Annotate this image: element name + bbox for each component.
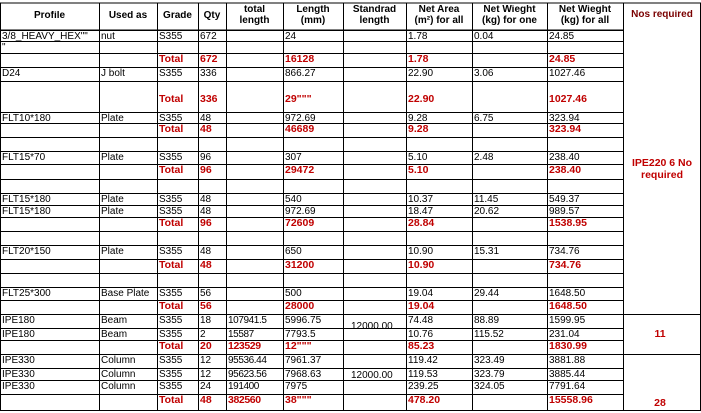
qty-cell: 48 xyxy=(200,113,212,124)
area-cell: 119.42 xyxy=(408,355,438,366)
header-length-line-1: Length xyxy=(296,5,330,15)
total-w-all-cell: 238.40 xyxy=(549,165,582,176)
header-qty: Qty xyxy=(203,11,221,21)
total-qty-cell: 336 xyxy=(200,94,218,105)
total-area-cell: 19.04 xyxy=(408,301,435,312)
grade-cell: S355 xyxy=(159,288,183,299)
grade-cell: S355 xyxy=(159,113,183,124)
w-one-cell: 6.75 xyxy=(474,113,494,124)
profile-cell: FLT10*180 xyxy=(2,113,51,124)
profile-cell: FLT15*70 xyxy=(2,152,46,163)
header-total-length xyxy=(226,5,283,26)
header-nos-required: Nos required xyxy=(631,10,693,20)
area-cell: 239.25 xyxy=(408,381,439,392)
qty-cell: 12 xyxy=(200,369,212,380)
profile-cell: FLT15*180 xyxy=(2,206,51,217)
side-note-ipe220: IPE220 6 No required xyxy=(631,157,693,181)
used-as-cell: Plate xyxy=(101,206,124,217)
total-length-cell: 46689 xyxy=(285,124,315,135)
total-qty-cell: 48 xyxy=(200,395,212,406)
qty-cell: 18 xyxy=(200,315,212,326)
total-area-cell: 85.23 xyxy=(408,341,435,352)
length-cell: 7793.5 xyxy=(285,329,316,340)
area-cell: 10.37 xyxy=(408,194,434,205)
area-cell: 5.10 xyxy=(408,152,428,163)
used-as-cell: Beam xyxy=(101,315,128,326)
grade-cell: S355 xyxy=(159,31,183,42)
total-length-cell: 29""" xyxy=(285,94,312,105)
w-all-cell: 238.40 xyxy=(549,152,580,163)
w-one-cell: 88.89 xyxy=(474,315,500,326)
total-total-length-cell: 382560 xyxy=(228,395,261,406)
length-cell: 7975 xyxy=(285,381,308,392)
total-qty-cell: 96 xyxy=(200,165,212,176)
header-net-weight-one-line-1: Net Wieght xyxy=(483,5,536,15)
total-label: Total xyxy=(159,124,184,135)
w-all-cell: 549.37 xyxy=(549,194,580,205)
grade-cell: S355 xyxy=(159,329,183,340)
w-all-cell: 734.76 xyxy=(549,246,580,257)
length-cell: 5996.75 xyxy=(285,315,322,326)
standard-length-ipe330: 12000.00 xyxy=(351,370,393,381)
area-cell: 1.78 xyxy=(408,31,428,42)
length-cell: 866.27 xyxy=(285,68,316,79)
total-area-cell: 10.90 xyxy=(408,260,435,271)
header-net-area-line-2: (m²) for all xyxy=(414,14,464,26)
header-length xyxy=(283,5,343,26)
total-length-cell: 12""" xyxy=(285,341,312,352)
total-length-cell: 29472 xyxy=(285,165,315,176)
total-label: Total xyxy=(159,218,184,229)
qty-cell: 48 xyxy=(200,246,212,257)
total-total-length-cell: 123529 xyxy=(228,341,261,352)
w-one-cell: 15.31 xyxy=(474,246,500,257)
qty-cell: 48 xyxy=(200,206,212,217)
length-cell: 307 xyxy=(285,152,302,163)
w-one-cell: 323.79 xyxy=(474,369,505,380)
total-length-cell: 38""" xyxy=(285,395,312,406)
area-cell: 22.90 xyxy=(408,68,434,79)
profile-cell: FLT15*180 xyxy=(2,194,51,205)
total-qty-cell: 672 xyxy=(200,54,218,65)
profile-cell: FLT20*150 xyxy=(2,246,51,257)
w-one-cell: 3.06 xyxy=(474,68,494,79)
header-profile: Profile xyxy=(33,11,66,21)
header-net-weight-all-line-2: (kg) for all xyxy=(560,14,610,26)
w-one-cell: 324.05 xyxy=(474,381,505,392)
grade-cell: S355 xyxy=(159,315,183,326)
used-as-cell: Base Plate xyxy=(101,288,150,299)
w-all-cell: 1027.46 xyxy=(549,68,586,79)
w-all-cell: 3885.44 xyxy=(549,369,586,380)
total-w-all-cell: 734.76 xyxy=(549,260,582,271)
used-as-cell: Beam xyxy=(101,329,128,340)
w-one-cell: 323.49 xyxy=(474,355,505,366)
used-as-cell: Plate xyxy=(101,152,124,163)
total-area-cell: 5.10 xyxy=(408,165,429,176)
w-all-cell: 1648.50 xyxy=(549,288,586,299)
total-length-cell: 28000 xyxy=(285,301,315,312)
total-length-cell: 16128 xyxy=(285,54,315,65)
length-cell: 7968.63 xyxy=(285,369,322,380)
total-w-all-cell: 1538.95 xyxy=(549,218,587,229)
grade-cell: S355 xyxy=(159,246,183,257)
total-length-cell: 31200 xyxy=(285,260,315,271)
total-length-cell: 95536.44 xyxy=(228,355,267,366)
qty-cell: 24 xyxy=(200,381,212,392)
total-qty-cell: 20 xyxy=(200,341,212,352)
total-w-all-cell: 1648.50 xyxy=(549,301,587,312)
used-as-cell: Plate xyxy=(101,113,124,124)
total-w-all-cell: 1027.46 xyxy=(549,94,587,105)
used-as-cell: Column xyxy=(101,381,136,392)
total-label: Total xyxy=(159,341,184,352)
header-total-length-line-1: total xyxy=(243,5,266,15)
total-length-cell: 15587 xyxy=(228,329,254,340)
total-length-cell: 72609 xyxy=(285,218,315,229)
w-all-cell: 989.57 xyxy=(549,206,580,217)
header-length-line-2: (mm) xyxy=(300,14,326,26)
w-all-cell: 323.94 xyxy=(549,113,580,124)
qty-cell: 56 xyxy=(200,288,212,299)
qty-cell: 336 xyxy=(200,68,217,79)
total-length-cell: 95623.56 xyxy=(228,369,267,380)
length-cell: 24 xyxy=(285,31,297,42)
profile-cell: IPE330 xyxy=(2,381,35,392)
header-standard-length xyxy=(343,5,406,26)
grade-cell: S355 xyxy=(159,152,183,163)
used-as-cell: nut xyxy=(101,31,115,42)
total-qty-cell: 56 xyxy=(200,301,212,312)
total-w-all-cell: 15558.96 xyxy=(549,395,593,406)
area-cell: 19.04 xyxy=(408,288,434,299)
total-area-cell: 22.90 xyxy=(408,94,435,105)
total-qty-cell: 48 xyxy=(200,260,212,271)
qty-cell: 12 xyxy=(200,355,212,366)
total-label: Total xyxy=(159,54,184,65)
total-area-cell: 1.78 xyxy=(408,54,429,65)
qty-cell: 2 xyxy=(200,329,206,340)
header-net-weight-one-line-2: (kg) for one xyxy=(482,14,537,26)
nos-required-ipe330: 28 xyxy=(654,397,666,409)
profile-cell: " xyxy=(2,42,6,53)
header-net-area-line-1: Net Area xyxy=(418,5,460,15)
header-grade: Grade xyxy=(163,11,192,21)
w-all-cell: 231.04 xyxy=(549,329,580,340)
total-label: Total xyxy=(159,94,184,105)
header-net-area xyxy=(406,5,472,26)
profile-cell: IPE180 xyxy=(2,315,35,326)
w-one-cell: 2.48 xyxy=(474,152,494,163)
length-cell: 7961.37 xyxy=(285,355,322,366)
used-as-cell: Plate xyxy=(101,246,124,257)
area-cell: 119.53 xyxy=(408,369,438,380)
length-cell: 540 xyxy=(285,194,302,205)
qty-cell: 48 xyxy=(200,194,212,205)
used-as-cell: Column xyxy=(101,369,136,380)
total-qty-cell: 96 xyxy=(200,218,212,229)
used-as-cell: Column xyxy=(101,355,136,366)
profile-cell: IPE180 xyxy=(2,329,35,340)
area-cell: 9.28 xyxy=(408,113,428,124)
total-label: Total xyxy=(159,165,184,176)
header-standard-length-line-2: length xyxy=(359,14,390,26)
used-as-cell: J bolt xyxy=(101,68,125,79)
grade-cell: S355 xyxy=(159,206,183,217)
area-cell: 10.90 xyxy=(408,246,434,257)
grade-cell: S355 xyxy=(159,369,183,380)
grade-cell: S355 xyxy=(159,355,183,366)
profile-cell: D24 xyxy=(2,68,21,79)
grade-cell: S355 xyxy=(159,381,183,392)
qty-cell: 96 xyxy=(200,152,212,163)
w-one-cell: 20.62 xyxy=(474,206,500,217)
length-cell: 500 xyxy=(285,288,302,299)
profile-cell: IPE330 xyxy=(2,369,35,380)
grade-cell: S355 xyxy=(159,68,183,79)
w-one-cell: 115.52 xyxy=(474,329,504,340)
standard-length-ipe180: 12000.00 xyxy=(351,321,393,332)
w-all-cell: 24.85 xyxy=(549,31,575,42)
header-net-weight-all xyxy=(547,5,623,26)
total-label: Total xyxy=(159,395,184,406)
qty-cell: 672 xyxy=(200,31,217,42)
profile-cell: 3/8_HEAVY_HEX"" xyxy=(2,31,88,42)
total-area-cell: 9.28 xyxy=(408,124,429,135)
length-cell: 972.69 xyxy=(285,113,316,124)
header-total-length-line-2: length xyxy=(239,14,270,26)
w-all-cell: 1599.95 xyxy=(549,315,586,326)
total-w-all-cell: 24.85 xyxy=(549,54,576,65)
length-cell: 972.69 xyxy=(285,206,316,217)
total-length-cell: 191400 xyxy=(228,381,259,392)
profile-cell: FLT25*300 xyxy=(2,288,51,299)
header-net-weight-all-line-1: Net Wieght xyxy=(558,5,612,15)
total-qty-cell: 48 xyxy=(200,124,212,135)
header-net-weight-one xyxy=(472,5,547,26)
area-cell: 10.76 xyxy=(408,329,434,340)
w-all-cell: 7791.64 xyxy=(549,381,586,392)
w-one-cell: 0.04 xyxy=(474,31,494,42)
area-cell: 18.47 xyxy=(408,206,434,217)
total-area-cell: 28.84 xyxy=(408,218,435,229)
total-area-cell: 478.20 xyxy=(408,395,441,406)
total-w-all-cell: 1830.99 xyxy=(549,341,587,352)
total-length-cell: 107941.5 xyxy=(228,315,267,326)
total-label: Total xyxy=(159,301,184,312)
area-cell: 74.48 xyxy=(408,315,434,326)
length-cell: 650 xyxy=(285,246,302,257)
total-label: Total xyxy=(159,260,184,271)
grade-cell: S355 xyxy=(159,194,183,205)
w-one-cell: 11.45 xyxy=(474,194,499,205)
header-used-as: Used as xyxy=(108,11,148,21)
profile-cell: IPE330 xyxy=(2,355,35,366)
total-w-all-cell: 323.94 xyxy=(549,124,582,135)
w-all-cell: 3881.88 xyxy=(549,355,586,366)
header-standard-length-line-1: Standrad xyxy=(352,5,397,15)
nos-required-ipe180: 11 xyxy=(654,328,666,340)
w-one-cell: 29.44 xyxy=(474,288,500,299)
used-as-cell: Plate xyxy=(101,194,124,205)
